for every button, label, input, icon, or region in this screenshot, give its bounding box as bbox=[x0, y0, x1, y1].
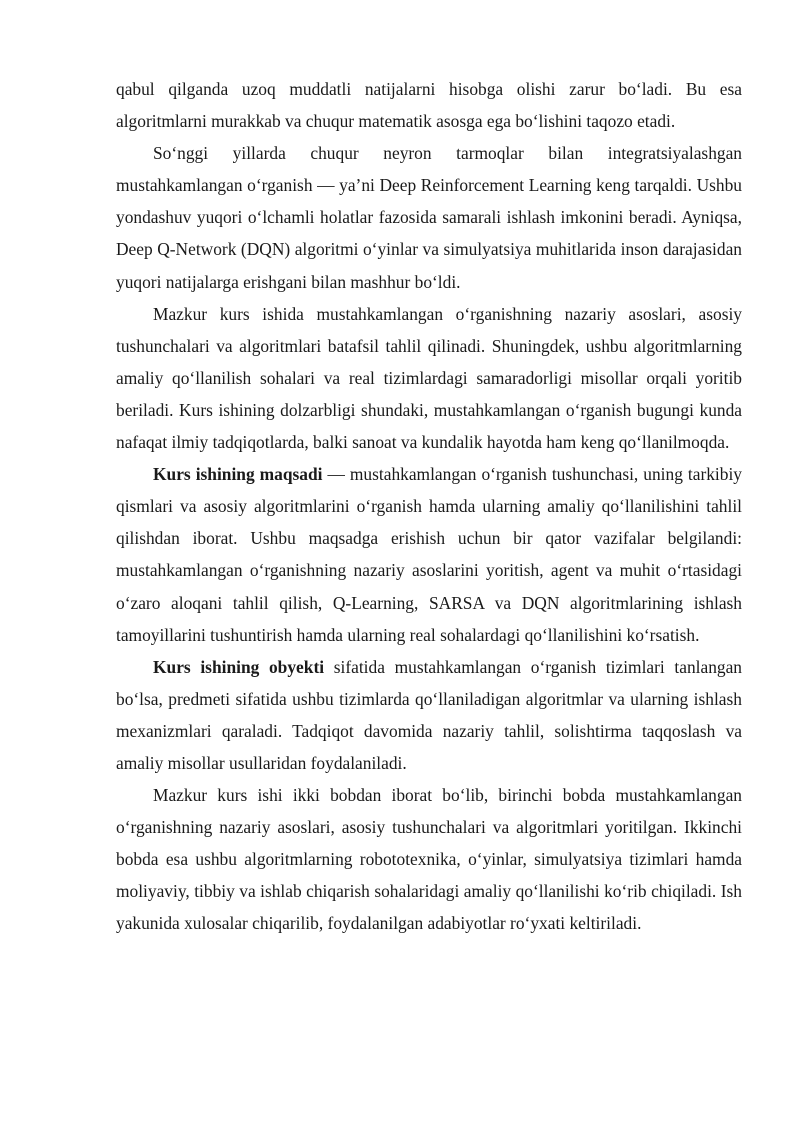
paragraph-text: — mustahkamlangan o‘rganish tushunchasi, uning tarkibiy qismlari va asosiy algoritmlarini o‘rganish hamda ularning amaliy qo‘llanilishini tahlil qilishdan iborat. Ushbu maqsadga erishish uchun bir qator vazifalar belgilandi: mustahkamlangan o‘rganishning nazariy asoslarini yoritish, agent va muhit o‘rtasidagi o‘zaro aloqani tahlil qilish, Q-Learning, SARSA va DQN algoritmlarining ishlash tamoyillarini tushuntirish hamda ularning real sohalardagi qo‘llanilishini ko‘rsatish. bbox=[116, 464, 742, 645]
paragraph-text: Mazkur kurs ishi ikki bobdan iborat bo‘lib, birinchi bobda mustahkamlangan o‘rganishning nazariy asoslari, asosiy tushunchalari va algoritmlari yoritilgan. Ikkinchi bobda esa ushbu algoritmlarning robototexnika, o‘yinlar, simulyatsiya tizimlari hamda moliyaviy, tibbiy va ishlab chiqarish sohalaridagi amaliy qo‘llanilishi ko‘rib chiqiladi. Ish yakunida xulosalar chiqarilib, foydalanilgan adabiyotlar ro‘yxati keltiriladi. bbox=[116, 785, 742, 934]
paragraph-goal bbox=[116, 458, 742, 651]
paragraph-lead: Kurs ishining obyekti bbox=[153, 656, 325, 677]
paragraph-text: Mazkur kurs ishida mustahkamlangan o‘rganishning nazariy asoslari, asosiy tushunchalari va algoritmlari batafsil tahlil qilinadi. Shuningdek, ushbu algoritmlarning amaliy qo‘llanilish sohalari va real tizimlardagi samaradorligi misollar orqali yoritib beriladi. Kurs ishining dolzarbligi shundaki, mustahkamlangan o‘rganish bugungi kunda nafaqat ilmiy tadqiqotlarda, balki sanoat va kundalik hayotda ham keng qo‘llanilmoqda. bbox=[116, 303, 742, 453]
paragraph-text: So‘nggi yillarda chuqur neyron tarmoqlar bilan integratsiyalashgan mustahkamlangan o‘rganish — ya’ni Deep Reinforcement Learning keng tarqaldi. Ushbu yondashuv yuqori o‘lchamli holatlar fazosida samarali ishlash imkonini beradi. Ayniqsa, Deep Q-Network (DQN) algoritmi o‘yinlar va simulyatsiya muhitlarida inson darajasidan yuqori natijalarga erishgani bilan mashhur bo‘ldi. bbox=[116, 143, 742, 292]
paragraph-text: sifatida mustahkamlangan o‘rganish tizimlari tanlangan bo‘lsa, predmeti sifatida ushbu tizimlarda qo‘llaniladigan algoritmlar va ularning ishlash mexanizmlari qaraladi. Tadqiqot davomida nazariy tahlil, solishtirma taqqoslash va amaliy misollar usullaridan foydalaniladi. bbox=[116, 656, 743, 773]
paragraph-lead: Kurs ishining maqsadi bbox=[153, 464, 323, 485]
paragraph-text: qabul qilganda uzoq muddatli natijalarni hisobga olishi zarur bo‘ladi. Bu esa algoritmlarni murakkab va chuqur matematik asosga ega bo‘lishini taqozo etadi. bbox=[116, 79, 742, 132]
paragraph-object bbox=[116, 651, 742, 779]
paragraph-structure bbox=[116, 779, 742, 939]
document-page bbox=[116, 73, 742, 940]
paragraph-continuation bbox=[116, 73, 742, 137]
paragraph-deep-rl bbox=[116, 137, 742, 297]
paragraph-course-overview bbox=[116, 298, 742, 458]
